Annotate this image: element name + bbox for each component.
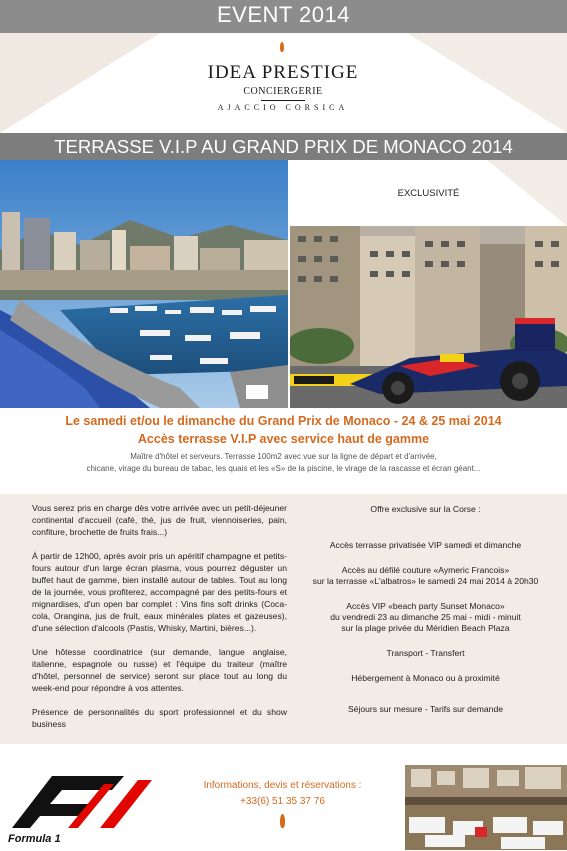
logo-divider <box>261 100 305 101</box>
offer-fashion-show-1: Accès au défilé couture «Aymeric Francois» <box>341 565 510 575</box>
idea-prestige-logo <box>183 42 383 112</box>
logo-subtitle: CONCIERGERIE <box>243 86 323 97</box>
celebrities-paragraph: Présence de personnalités du sport professionnel et du show business <box>32 707 287 729</box>
offer-column <box>298 502 553 715</box>
monaco-harbour-photo <box>0 160 288 408</box>
formula-1-text: Formula 1 <box>8 833 61 845</box>
offer-fashion-show-2: sur la terrasse «L'albatros» le samedi 24 mai 2014 à 20h30 <box>312 576 539 586</box>
hostess-paragraph: Une hôtesse coordinatrice (sur demande, langue anglaise, italienne, espagnole ou russe) et l'équipe du traiteur (maître d'hôtel, personnel de service) seront sur place tout au long du week-end pour répondre à vos attentes. <box>32 647 287 693</box>
event-title: EVENT 2014 <box>216 2 350 27</box>
offer-beach-party-2: du vendredi 23 au dimanche 25 mai - midi - minuit <box>330 612 521 622</box>
contact-label: Informations, devis et réservations : <box>203 780 362 791</box>
offer-beach-party-1: Accès VIP «beach party Sunset Monaco» <box>346 601 505 611</box>
description-line-2: chicane, virage du bureau de tabac, les quais et les «S» de la piscine, le virage de la rascasse et écran géant... <box>86 464 481 473</box>
exclusivity-label: EXCLUSIVITÉ <box>397 188 460 199</box>
offer-accommodation: Hébergement à Monaco ou à proximité <box>351 673 500 683</box>
flame-icon <box>280 814 285 828</box>
description-line-1: Maître d'hôtel et serveurs. Terrasse 100m2 avec vue sur la ligne de départ et d'arrivée, <box>130 452 437 461</box>
formula-1-logo <box>4 770 154 846</box>
page-title: TERRASSE V.I.P AU GRAND PRIX DE MONACO 2014 <box>54 136 513 157</box>
offer-heading: Offre exclusive sur la Corse : <box>370 504 481 514</box>
program-column <box>32 502 287 742</box>
exclusivity-panel <box>290 160 567 226</box>
breakfast-paragraph: Vous serez pris en charge dès votre arrivée avec un petit-déjeuner continental d'accueil (café, thé, jus de fruit, viennoiseries, pain, confiture, brochette de fruits frais...) <box>32 503 287 537</box>
headline-dates: Le samedi et/ou le dimanche du Grand Prix de Monaco - 24 & 25 mai 2014 <box>65 414 502 428</box>
contact-phone[interactable]: +33(6) 51 35 37 76 <box>240 796 325 807</box>
offer-terrace: Accès terrasse privatisée VIP samedi et dimanche <box>329 540 522 550</box>
offer-transport: Transport - Transfert <box>386 648 465 658</box>
logo-city: AJACCIO CORSICA <box>217 103 349 112</box>
offer-custom-stays: Séjours sur mesure - Tarifs sur demande <box>347 704 504 714</box>
header-accent-right <box>407 33 567 133</box>
logo-name: IDEA PRESTIGE <box>207 62 359 83</box>
lunch-paragraph: À partir de 12h00, après avoir pris un apéritif champagne et petits-fours autour d'un large écran plasma, vous pourrez déguster un buffet haut de gamme, bien installé autour de tables. Tout au long de la journée, vous profiterez, accompagné par des petits-fours et mignardises, d'un open bar complet : Vins fins soft drinks (Coca-cola, Orangina, jus de fruit, eaux minérales plates et gazeuses), d'une sélection d'alcools (Pastis, Whisky, Martini, bières...). <box>32 551 287 633</box>
title-band <box>0 133 567 160</box>
header-accent-left <box>0 33 160 133</box>
flame-icon <box>280 42 284 52</box>
event-banner <box>0 0 567 33</box>
headline-access: Accès terrasse V.I.P avec service haut de gamme <box>137 432 430 446</box>
f1-car-photo <box>290 226 567 408</box>
terrace-photo <box>405 765 567 850</box>
offer-beach-party-3: sur la plage privée du Méridien Beach Plaza <box>341 623 510 633</box>
